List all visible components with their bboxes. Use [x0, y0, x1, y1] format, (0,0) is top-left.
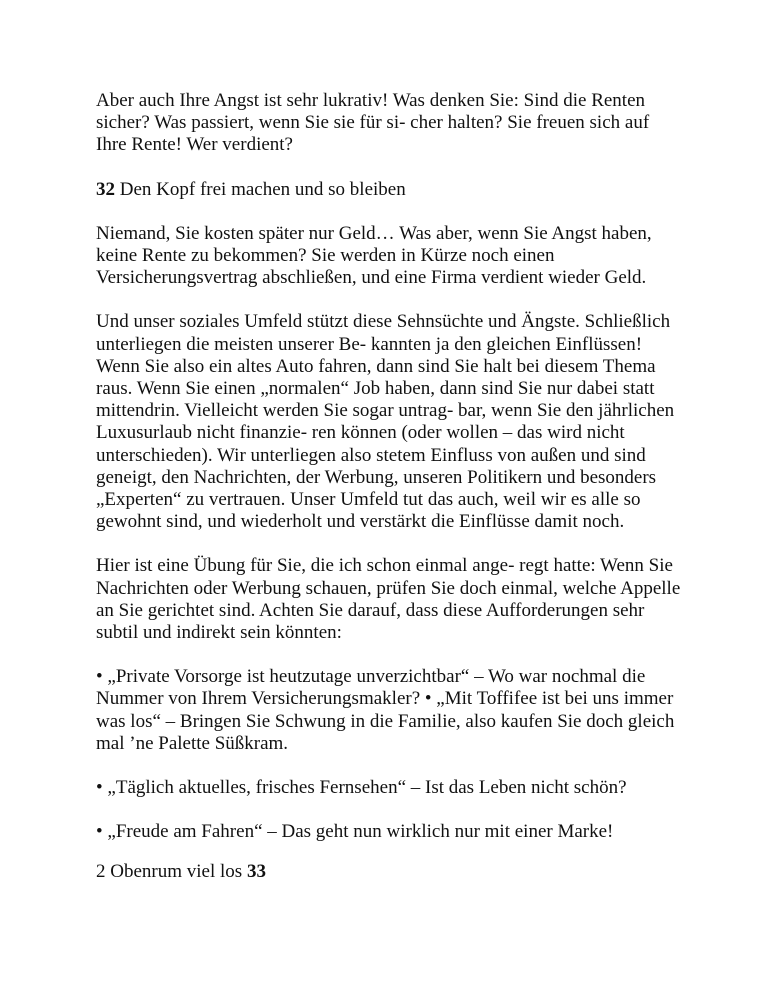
bullet-item: • „Freude am Fahren“ – Das geht nun wirklich nur mit einer Marke!: [96, 821, 614, 843]
bullet-item: • „Private Vorsorge ist heutzutage unverzichtbar“ – Wo war nochmal die Nummer von Ihrem Versicherungsmakler? • „Mit Toffifee ist bei uns immer was los“ – Bringen Sie Schwung in die Familie, also kaufen Sie doch gleich mal ’ne Palette Süßkram.: [96, 666, 675, 754]
bullet-item: • „Täglich aktuelles, frisches Fernsehen“ – Ist das Leben nicht schön?: [96, 777, 627, 799]
header-page-number: 32: [96, 178, 115, 200]
paragraph-rente: Niemand, Sie kosten später nur Geld… Was aber, wenn Sie Angst haben, keine Rente zu bekommen? Sie werden in Kürze noch einen Versicherungsvertrag abschließen, und eine Firma verdient wieder Geld.: [96, 222, 652, 289]
running-header: [96, 179, 681, 201]
paragraph-uebung: Hier ist eine Übung für Sie, die ich schon einmal ange- regt hatte: Wenn Sie Nachrichten oder Werbung schauen, prüfen Sie doch einmal, welche Appelle an Sie gerichtet sind. Achten Sie darauf, dass diese Aufforderungen sehr subtil und indirekt sein könnten:: [96, 555, 681, 644]
header-title: Den Kopf frei machen und so bleiben: [119, 178, 406, 200]
footer-title: 2 Obenrum viel los: [96, 861, 243, 883]
footer-page-number: 33: [246, 861, 266, 883]
document-page: [96, 90, 681, 906]
running-footer: [96, 861, 681, 883]
paragraph-angst-lukrativ: Aber auch Ihre Angst ist sehr lukrativ! Was denken Sie: Sind die Renten sicher? Was passiert, wenn Sie sie für si- cher halten? Sie freuen sich auf Ihre Rente! Wer verdient?: [96, 90, 650, 156]
paragraph-soziales-umfeld: Und unser soziales Umfeld stützt diese Sehnsüchte und Ängste. Schließlich unterliegen die meisten unserer Be- kannten ja den gleichen Einflüssen! Wenn Sie also ein altes Auto fahren, dann sind Sie halt bei diesem Thema raus. Wenn Sie einen „normalen“ Job haben, dann sind Sie nur dabei statt mittendrin. Vielleicht werden Sie sogar untrag- bar, wenn Sie den jährlichen Luxusurlaub nicht finanzie- ren können (oder wollen – das wird nicht unterschieden). Wir unterliegen also stetem Einfluss von außen und sind geneigt, den Nachrichten, der Werbung, unseren Politikern und besonders „Experten“ zu vertrauen. Unser Umfeld tut das auch, weil wir es alle so gewohnt sind, und wiederholt und verstärkt die Einflüsse damit noch.: [96, 311, 675, 533]
